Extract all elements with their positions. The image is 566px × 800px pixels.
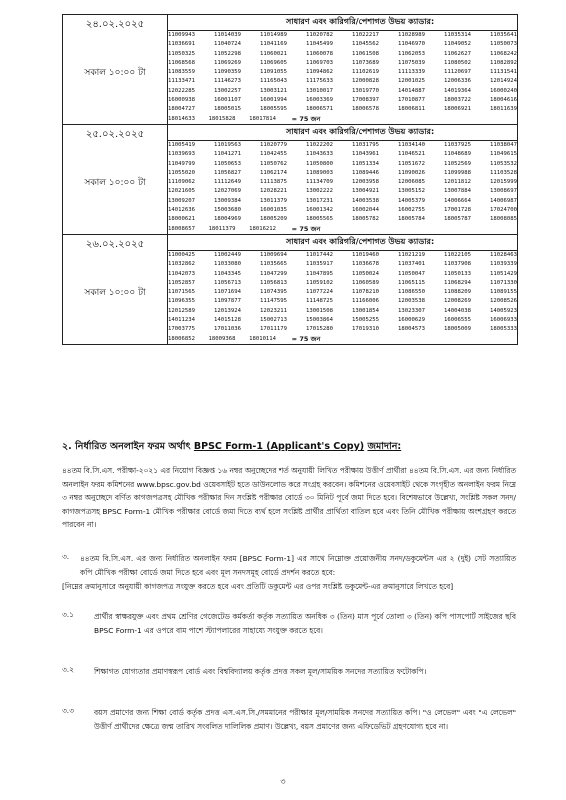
roll-number: 11112649 xyxy=(214,179,241,186)
roll-number: 18011379 xyxy=(208,225,236,232)
roll-number: 16001107 xyxy=(214,97,241,104)
roll-number: 12006085 xyxy=(398,179,425,186)
roll-number: 11045499 xyxy=(306,41,333,48)
roll-number: 11069269 xyxy=(214,59,241,66)
roll-number: 12008526 xyxy=(490,298,517,305)
roll-number: 17008397 xyxy=(352,97,379,104)
roll-number-row xyxy=(168,325,517,334)
roll-number-row xyxy=(168,105,517,114)
roll-number: 11113875 xyxy=(260,179,287,186)
roll-number: 18006921 xyxy=(444,106,471,113)
roll-number: 11036691 xyxy=(168,41,195,48)
roll-number: 11052298 xyxy=(214,50,241,57)
roll-number: 11068294 xyxy=(444,279,471,286)
roll-number: 11050325 xyxy=(168,50,195,57)
roll-number: 11052569 xyxy=(444,160,471,167)
roll-number-row xyxy=(168,251,517,260)
roll-number: 18004969 xyxy=(214,216,241,223)
roll-number: 12003958 xyxy=(352,179,379,186)
roll-number: 13017231 xyxy=(306,197,333,204)
roll-number: 17024700 xyxy=(490,207,517,214)
roll-number: 18005787 xyxy=(444,216,471,223)
roll-number: 12023211 xyxy=(260,307,287,314)
item-education-text: শিক্ষাগত যোগ্যতার প্রমাণস্বরূপ বোর্ড এবং বিশ্ববিদ্যালয় কর্তৃক প্রদত্ত সকল মূল/সাময়িক সনদের সত্যায়িত ফটোকপি। xyxy=(94,667,427,676)
roll-number: 12021605 xyxy=(168,188,195,195)
roll-number: 11090359 xyxy=(214,69,241,76)
roll-number: 14003538 xyxy=(352,197,379,204)
roll-number: 17010877 xyxy=(398,97,425,104)
roll-number: 18000621 xyxy=(168,216,195,223)
heading-form-name: BPSC Form-1 (Applicant's Copy) xyxy=(193,441,365,452)
roll-number: 11134709 xyxy=(306,179,333,186)
item-age-text: বয়স প্রমাণের জন্য শিক্ষা বোর্ড কর্তৃক প্রদত্ত এস.এস.সি./সমমানের পরীক্ষার মূল/সাময়িক সনদের সত্যায়িত কপি। "ও লেভেল" এবং "এ লেভেল" উত্তীর্ণ প্রার্থীদের ক্ষেত্রে জন্ম তারিখ সংবলিত দালিলিক প্রমাণ। উল্লেখ্য, বয়স প্রমাণের জন্য এফিডেভিট গ্রহণযোগ্য হবে না। xyxy=(94,708,516,731)
roll-number: 18008085 xyxy=(490,216,517,223)
page-number: ৩ xyxy=(280,777,286,786)
roll-number-row xyxy=(168,59,517,68)
roll-number: 11002449 xyxy=(214,251,241,258)
roll-number: 11043345 xyxy=(214,270,241,277)
roll-number: 12028221 xyxy=(260,188,287,195)
roll-number: 11103528 xyxy=(490,169,517,176)
section-heading xyxy=(62,440,401,455)
roll-number-row xyxy=(168,40,517,49)
roll-number: 11032862 xyxy=(168,261,195,268)
roll-number: 11133471 xyxy=(168,78,195,85)
roll-number-row xyxy=(168,316,517,325)
roll-number: 11043633 xyxy=(306,151,333,158)
roll-number: 12008269 xyxy=(444,298,471,305)
roll-number: 11068242 xyxy=(490,50,517,57)
roll-number-row xyxy=(168,206,517,215)
roll-number-row xyxy=(168,141,517,150)
roll-number: 14004038 xyxy=(444,307,471,314)
roll-number: 11053532 xyxy=(490,160,517,167)
roll-number: 11020782 xyxy=(306,32,333,38)
roll-number-row xyxy=(168,50,517,59)
roll-number: 18009368 xyxy=(208,335,236,342)
roll-number: 11051429 xyxy=(490,270,517,277)
roll-number: 11071694 xyxy=(214,289,241,296)
roll-number-row xyxy=(168,178,517,187)
roll-number: 11046521 xyxy=(398,151,425,158)
roll-number: 18005595 xyxy=(260,106,287,113)
roll-number: 11028463 xyxy=(490,251,517,258)
roll-number: 16006933 xyxy=(490,317,517,324)
roll-number: 18005333 xyxy=(490,326,517,333)
roll-number: 12027069 xyxy=(214,188,241,195)
roll-number: 11042073 xyxy=(168,270,195,277)
roll-number: 11099988 xyxy=(444,169,471,176)
schedule-date: ২৬.০২.২০২৫ xyxy=(85,238,145,250)
roll-number: 11028989 xyxy=(398,32,425,38)
roll-number: 11049615 xyxy=(490,151,517,158)
roll-number: 11051672 xyxy=(398,160,425,167)
roll-number: 11050073 xyxy=(490,41,517,48)
roll-number: 11102619 xyxy=(352,69,379,76)
roll-number: 12006336 xyxy=(444,78,471,85)
roll-number: 13002222 xyxy=(306,188,333,195)
roll-number: 18005009 xyxy=(444,326,471,333)
roll-number: 18008657 xyxy=(168,225,195,232)
roll-number: 16001342 xyxy=(306,207,333,214)
roll-number: 11035917 xyxy=(306,261,333,268)
cadre-category-heading: সাধারণ এবং কারিগরি/পেশাগত উভয় ক্যাডার: xyxy=(168,15,518,31)
schedule-time: সকাল ১০:০০ টা xyxy=(84,68,146,79)
roll-number: 18005565 xyxy=(306,216,333,223)
roll-number: 11094862 xyxy=(306,69,333,76)
roll-number-row xyxy=(168,169,517,178)
roll-number-row xyxy=(168,187,517,196)
roll-number: 11049799 xyxy=(168,160,195,167)
paragraph-number: ৩. xyxy=(62,552,70,561)
roll-number: 18006852 xyxy=(168,335,195,342)
roll-number: 11056713 xyxy=(214,279,241,286)
roll-number-row xyxy=(168,215,517,224)
paragraph-online-form: ৪৪তম বি.সি.এস. পরীক্ষা-২০২১ এর নিয়োগ বিজ্ঞপ্ত ১৬ নম্বর অনুচ্ছেদের শর্ত অনুযায়ী লিখিত পরীক্ষায় উত্তীর্ণ প্রার্থীরা ৪৪তম বি.সি.এস. এর জন্য নির্ধারিত অনলাইন ফরম কমিশনের www.bpsc.gov.bd ওয়েবসাইট হতে ডাউনলোড করে সংগ্রহ করবেন। কমিশনের ওয়েবসাইট থেকে সংগৃহীত অনলাইন ফরম নিম্নে ৩ নম্বর অনুচ্ছেদে বর্ণিত কাগজপত্রসহ মৌখিক পরীক্ষার দিন সংশ্লিষ্ট পরীক্ষার বোর্ডে ৩০ মিনিট পূর্বে জমা দিতে হবে। বিশেষভাবে উল্লেখ্য, সংশ্লিষ্ট সকল সনদ/কাগজপত্রসহ BPSC Form-1 মৌখিক পরীক্ষার বোর্ডে জমা দিতে ব্যর্থ হলে সংশ্লিষ্ট প্রার্থীর প্রার্থিতা বাতিল হবে এবং তিনি মৌখিক পরীক্ষায় অংশগ্রহণ করতে পারবেন না। xyxy=(62,466,516,529)
roll-number: 11009943 xyxy=(168,32,195,38)
roll-number: 11019460 xyxy=(352,251,379,258)
roll-number: 11068568 xyxy=(168,59,195,66)
roll-number-row xyxy=(168,115,517,124)
roll-number: 11060021 xyxy=(260,50,287,57)
roll-number: 11047299 xyxy=(260,270,287,277)
roll-number: 11089155 xyxy=(490,289,517,296)
roll-number: 13019770 xyxy=(352,87,379,94)
schedule-date-cell xyxy=(63,124,168,234)
roll-number: 11022105 xyxy=(444,251,471,258)
roll-number: 12013924 xyxy=(214,307,241,314)
roll-number: 16002755 xyxy=(398,207,425,214)
roll-number: 11091055 xyxy=(260,69,287,76)
roll-number: 13010017 xyxy=(306,87,333,94)
roll-number: 11037908 xyxy=(444,261,471,268)
roll-number: 18014633 xyxy=(168,115,195,122)
roll-number: 18016212 xyxy=(249,225,277,232)
roll-number: 11050133 xyxy=(444,270,471,277)
roll-number: 11069605 xyxy=(260,59,287,66)
roll-number: 11055020 xyxy=(168,169,195,176)
schedule-time: সকাল ১০:০০ টা xyxy=(84,178,146,189)
item-number: ৩.২ xyxy=(62,665,74,674)
roll-number: 11056827 xyxy=(214,169,241,176)
roll-number: 11009694 xyxy=(260,251,287,258)
roll-number: 11046970 xyxy=(398,41,425,48)
schedule-time: সকাল ১০:০০ টা xyxy=(84,288,146,299)
roll-number: 14015128 xyxy=(214,317,241,324)
roll-number: 14005379 xyxy=(398,197,425,204)
roll-number: 13003121 xyxy=(260,87,287,94)
roll-number: 11050653 xyxy=(214,160,241,167)
roll-number: 13023307 xyxy=(398,307,425,314)
roll-number: 17001728 xyxy=(444,207,471,214)
documents-note: [নিম্নের ক্রমানুসারে অনুযায়ী কাগজপত্র সংযুক্ত করতে হবে এবং প্রতিটি ডকুমেন্ট এর ওপর সংশ্লিষ্ট ডকুমেন্ট-এর ক্রমানুসারে লিখতে হবে] xyxy=(62,582,454,591)
roll-number: 11050800 xyxy=(306,160,333,167)
roll-number: 11147595 xyxy=(260,298,287,305)
roll-number: 18011639 xyxy=(490,106,517,113)
roll-number: 11062627 xyxy=(444,50,471,57)
roll-number: 14006987 xyxy=(490,197,517,204)
roll-number-row xyxy=(168,225,517,234)
roll-number: 11061508 xyxy=(352,50,379,57)
roll-number: 13004921 xyxy=(352,188,379,195)
roll-number-row xyxy=(168,197,517,206)
roll-number: 11082892 xyxy=(490,59,517,66)
roll-number: 13001508 xyxy=(306,307,333,314)
roll-number: 11078210 xyxy=(352,289,379,296)
roll-number: 11083559 xyxy=(168,69,195,76)
roll-number: 18004616 xyxy=(490,97,517,104)
roll-number: 18005782 xyxy=(352,216,379,223)
roll-number: 18005015 xyxy=(214,106,241,113)
roll-number: 11050762 xyxy=(260,160,287,167)
roll-number: 16001994 xyxy=(260,97,287,104)
roll-number: 18017814 xyxy=(249,115,277,122)
roll-number-row xyxy=(168,279,517,288)
roll-number-row xyxy=(168,68,517,77)
roll-number: 11050047 xyxy=(398,270,425,277)
roll-number: 16000240 xyxy=(490,87,517,94)
roll-number: 11034140 xyxy=(398,141,425,148)
schedule-date: ২৪.০২.২০২৫ xyxy=(85,19,145,30)
roll-number: 13001854 xyxy=(352,307,379,314)
roll-number: 11039693 xyxy=(168,151,195,158)
roll-number: 11175633 xyxy=(306,78,333,85)
roll-number: 18005209 xyxy=(260,216,287,223)
roll-number: 18004727 xyxy=(168,106,195,113)
roll-number: 11075039 xyxy=(398,59,425,66)
roll-number: 15003680 xyxy=(214,207,241,214)
roll-number: 13009384 xyxy=(214,197,241,204)
roll-number: 11113339 xyxy=(398,69,425,76)
roll-number: 11089003 xyxy=(306,169,333,176)
roll-number-row xyxy=(168,160,517,169)
roll-number: 17015280 xyxy=(306,326,333,333)
roll-number: 11089446 xyxy=(352,169,379,176)
roll-number: 11059102 xyxy=(306,279,333,286)
schedule-date-cell xyxy=(63,15,168,125)
roll-number: 11039339 xyxy=(490,261,517,268)
candidate-total: = 75 জন xyxy=(291,334,321,343)
roll-number: 11038047 xyxy=(490,141,517,148)
roll-number: 11060078 xyxy=(306,50,333,57)
roll-number: 11049052 xyxy=(444,41,471,48)
roll-number: 11148725 xyxy=(306,298,333,305)
roll-number: 15005255 xyxy=(352,317,379,324)
roll-number: 11017442 xyxy=(306,251,333,258)
roll-number: 17011036 xyxy=(214,326,241,333)
roll-number: 13007884 xyxy=(444,188,471,195)
roll-number: 11069703 xyxy=(306,59,333,66)
roll-number: 11048689 xyxy=(444,151,471,158)
roll-number: 12014924 xyxy=(490,78,517,85)
roll-number: 18006811 xyxy=(398,106,425,113)
roll-number: 16003369 xyxy=(306,97,333,104)
roll-number: 14006664 xyxy=(444,197,471,204)
roll-number: 11019563 xyxy=(214,141,241,148)
roll-number-list xyxy=(168,31,518,125)
roll-number: 16001035 xyxy=(260,207,287,214)
item-number: ৩.১ xyxy=(62,610,74,619)
roll-number: 11041271 xyxy=(214,151,241,158)
cadre-category-heading: সাধারণ এবং কারিগরি/পেশাগত উভয় ক্যাডার: xyxy=(168,234,518,250)
roll-number: 11035665 xyxy=(260,261,287,268)
roll-number: 18015828 xyxy=(208,115,236,122)
roll-number: 15003864 xyxy=(306,317,333,324)
roll-number-row xyxy=(168,31,517,40)
roll-number-row xyxy=(168,77,517,86)
roll-number: 14011234 xyxy=(168,317,195,324)
candidate-total: = 75 জন xyxy=(291,224,321,233)
roll-number: 11071330 xyxy=(490,279,517,286)
roll-number: 11062053 xyxy=(398,50,425,57)
roll-number: 14012636 xyxy=(168,207,195,214)
roll-number: 11097877 xyxy=(214,298,241,305)
roll-number: 11033080 xyxy=(214,261,241,268)
roll-number-row xyxy=(168,288,517,297)
viva-schedule-table xyxy=(62,14,518,345)
schedule-date-cell xyxy=(63,234,168,344)
roll-number: 13002257 xyxy=(214,87,241,94)
roll-number: 16002044 xyxy=(352,207,379,214)
roll-number: 11043961 xyxy=(352,151,379,158)
roll-number-row xyxy=(168,150,517,159)
roll-number: 11035641 xyxy=(490,32,517,38)
roll-number: 11051334 xyxy=(352,160,379,167)
roll-number: 12022285 xyxy=(168,87,195,94)
roll-number: 12000828 xyxy=(352,78,379,85)
roll-number: 11074395 xyxy=(260,289,287,296)
roll-number: 13011379 xyxy=(260,197,287,204)
roll-number: 11146273 xyxy=(214,78,241,85)
roll-number: 11050024 xyxy=(352,270,379,277)
roll-number: 13005152 xyxy=(398,188,425,195)
roll-number: 11166006 xyxy=(352,298,379,305)
roll-number-row xyxy=(168,87,517,96)
roll-number: 11041169 xyxy=(260,41,287,48)
heading-prefix: ২. নির্ধারিত অনলাইন ফরম অর্থাৎ xyxy=(62,441,191,452)
roll-number: 13008697 xyxy=(490,188,517,195)
roll-number: 11036678 xyxy=(352,261,379,268)
roll-number: 11022217 xyxy=(352,32,379,38)
roll-number: 18003722 xyxy=(444,97,471,104)
roll-number: 11071565 xyxy=(168,289,195,296)
paragraph-documents: ৪৪তম বি.সি.এস. এর জন্য নির্ধারিত অনলাইন ফরম [BPSC Form-1] এর সাথে নিম্নোক্ত প্রয়োজনীয় সনদ/ডকুমেন্টস এর ২ (দুই) সেট সত্যায়িত কপি মৌখিক পরীক্ষা বোর্ডে জমা দিতে হবে এবং মূল সনদসমূহ বোর্ডে প্রদর্শন করতে হবে: xyxy=(80,554,516,577)
roll-number-row xyxy=(168,260,517,269)
cadre-category-heading: সাধারণ এবং কারিগরি/পেশাগত উভয় ক্যাডার: xyxy=(168,124,518,140)
roll-number-row xyxy=(168,335,517,344)
roll-number: 11047895 xyxy=(306,270,333,277)
roll-number: 18006578 xyxy=(352,106,379,113)
roll-number: 11056813 xyxy=(260,279,287,286)
roll-number: 11080502 xyxy=(444,59,471,66)
roll-number: 18006571 xyxy=(306,106,333,113)
roll-number: 18010114 xyxy=(249,335,277,342)
roll-number: 11037925 xyxy=(444,141,471,148)
item-photo-text: প্রার্থীর স্বাক্ষরযুক্ত এবং প্রথম শ্রেণির গেজেটেড কর্মকর্তা কর্তৃক সত্যায়িত অনধিক ৩ (তিন) মাস পূর্বে তোলা ৩ (তিন) কপি পাসপোর্ট সাইজের ছবি BPSC Form-1 এর ওপরে বাম পাশে স্ট্যাপলারের সাহায্যে সংযুক্ত করতে হবে। xyxy=(94,612,516,635)
roll-number: 11022202 xyxy=(306,141,333,148)
roll-number: 16000938 xyxy=(168,97,195,104)
roll-number-row xyxy=(168,96,517,105)
roll-number: 11090026 xyxy=(398,169,425,176)
roll-number: 11096355 xyxy=(168,298,195,305)
roll-number: 12011812 xyxy=(444,179,471,186)
roll-number: 16000629 xyxy=(398,317,425,324)
schedule-date: ২৫.০২.২০২৫ xyxy=(85,128,145,140)
roll-number: 15002713 xyxy=(260,317,287,324)
roll-number: 16006555 xyxy=(444,317,471,324)
roll-number: 17011179 xyxy=(260,326,287,333)
roll-number: 14019364 xyxy=(444,87,471,94)
roll-number: 11045562 xyxy=(352,41,379,48)
roll-number: 13009207 xyxy=(168,197,195,204)
roll-number: 11060589 xyxy=(352,279,379,286)
roll-number: 12003538 xyxy=(398,298,425,305)
roll-number: 11120697 xyxy=(444,69,471,76)
roll-number: 11165043 xyxy=(260,78,287,85)
roll-number: 11040724 xyxy=(214,41,241,48)
roll-number: 11052857 xyxy=(168,279,195,286)
roll-number-row xyxy=(168,270,517,279)
roll-number: 11014039 xyxy=(214,32,241,38)
roll-number: 11073689 xyxy=(352,59,379,66)
roll-number: 11037401 xyxy=(398,261,425,268)
roll-number: 11062174 xyxy=(260,169,287,176)
candidate-total: = 75 জন xyxy=(291,114,321,123)
roll-number: 11088209 xyxy=(444,289,471,296)
roll-number: 12015999 xyxy=(490,179,517,186)
heading-suffix: জমাদান: xyxy=(367,441,402,452)
roll-number: 11131541 xyxy=(490,69,517,76)
roll-number: 11020779 xyxy=(260,141,287,148)
roll-number-row xyxy=(168,307,517,316)
roll-number: 11065115 xyxy=(398,279,425,286)
roll-number-list xyxy=(168,140,518,234)
roll-number: 14014887 xyxy=(398,87,425,94)
roll-number: 12001025 xyxy=(398,78,425,85)
roll-number: 11005419 xyxy=(168,141,195,148)
roll-number: 11031795 xyxy=(352,141,379,148)
roll-number: 11109062 xyxy=(168,179,195,186)
roll-number: 11086550 xyxy=(398,289,425,296)
item-number: ৩.৩ xyxy=(62,706,74,715)
roll-number: 12012589 xyxy=(168,307,195,314)
roll-number: 14005923 xyxy=(490,307,517,314)
roll-number: 11021219 xyxy=(398,251,425,258)
roll-number: 11014989 xyxy=(260,32,287,38)
roll-number: 11077224 xyxy=(306,289,333,296)
roll-number: 18005784 xyxy=(398,216,425,223)
roll-number: 11035314 xyxy=(444,32,471,38)
roll-number: 18004573 xyxy=(398,326,425,333)
roll-number-row xyxy=(168,297,517,306)
roll-number: 11000425 xyxy=(168,251,195,258)
roll-number-list xyxy=(168,250,518,344)
roll-number: 11042455 xyxy=(260,151,287,158)
roll-number: 17019310 xyxy=(352,326,379,333)
roll-number: 17003775 xyxy=(168,326,195,333)
